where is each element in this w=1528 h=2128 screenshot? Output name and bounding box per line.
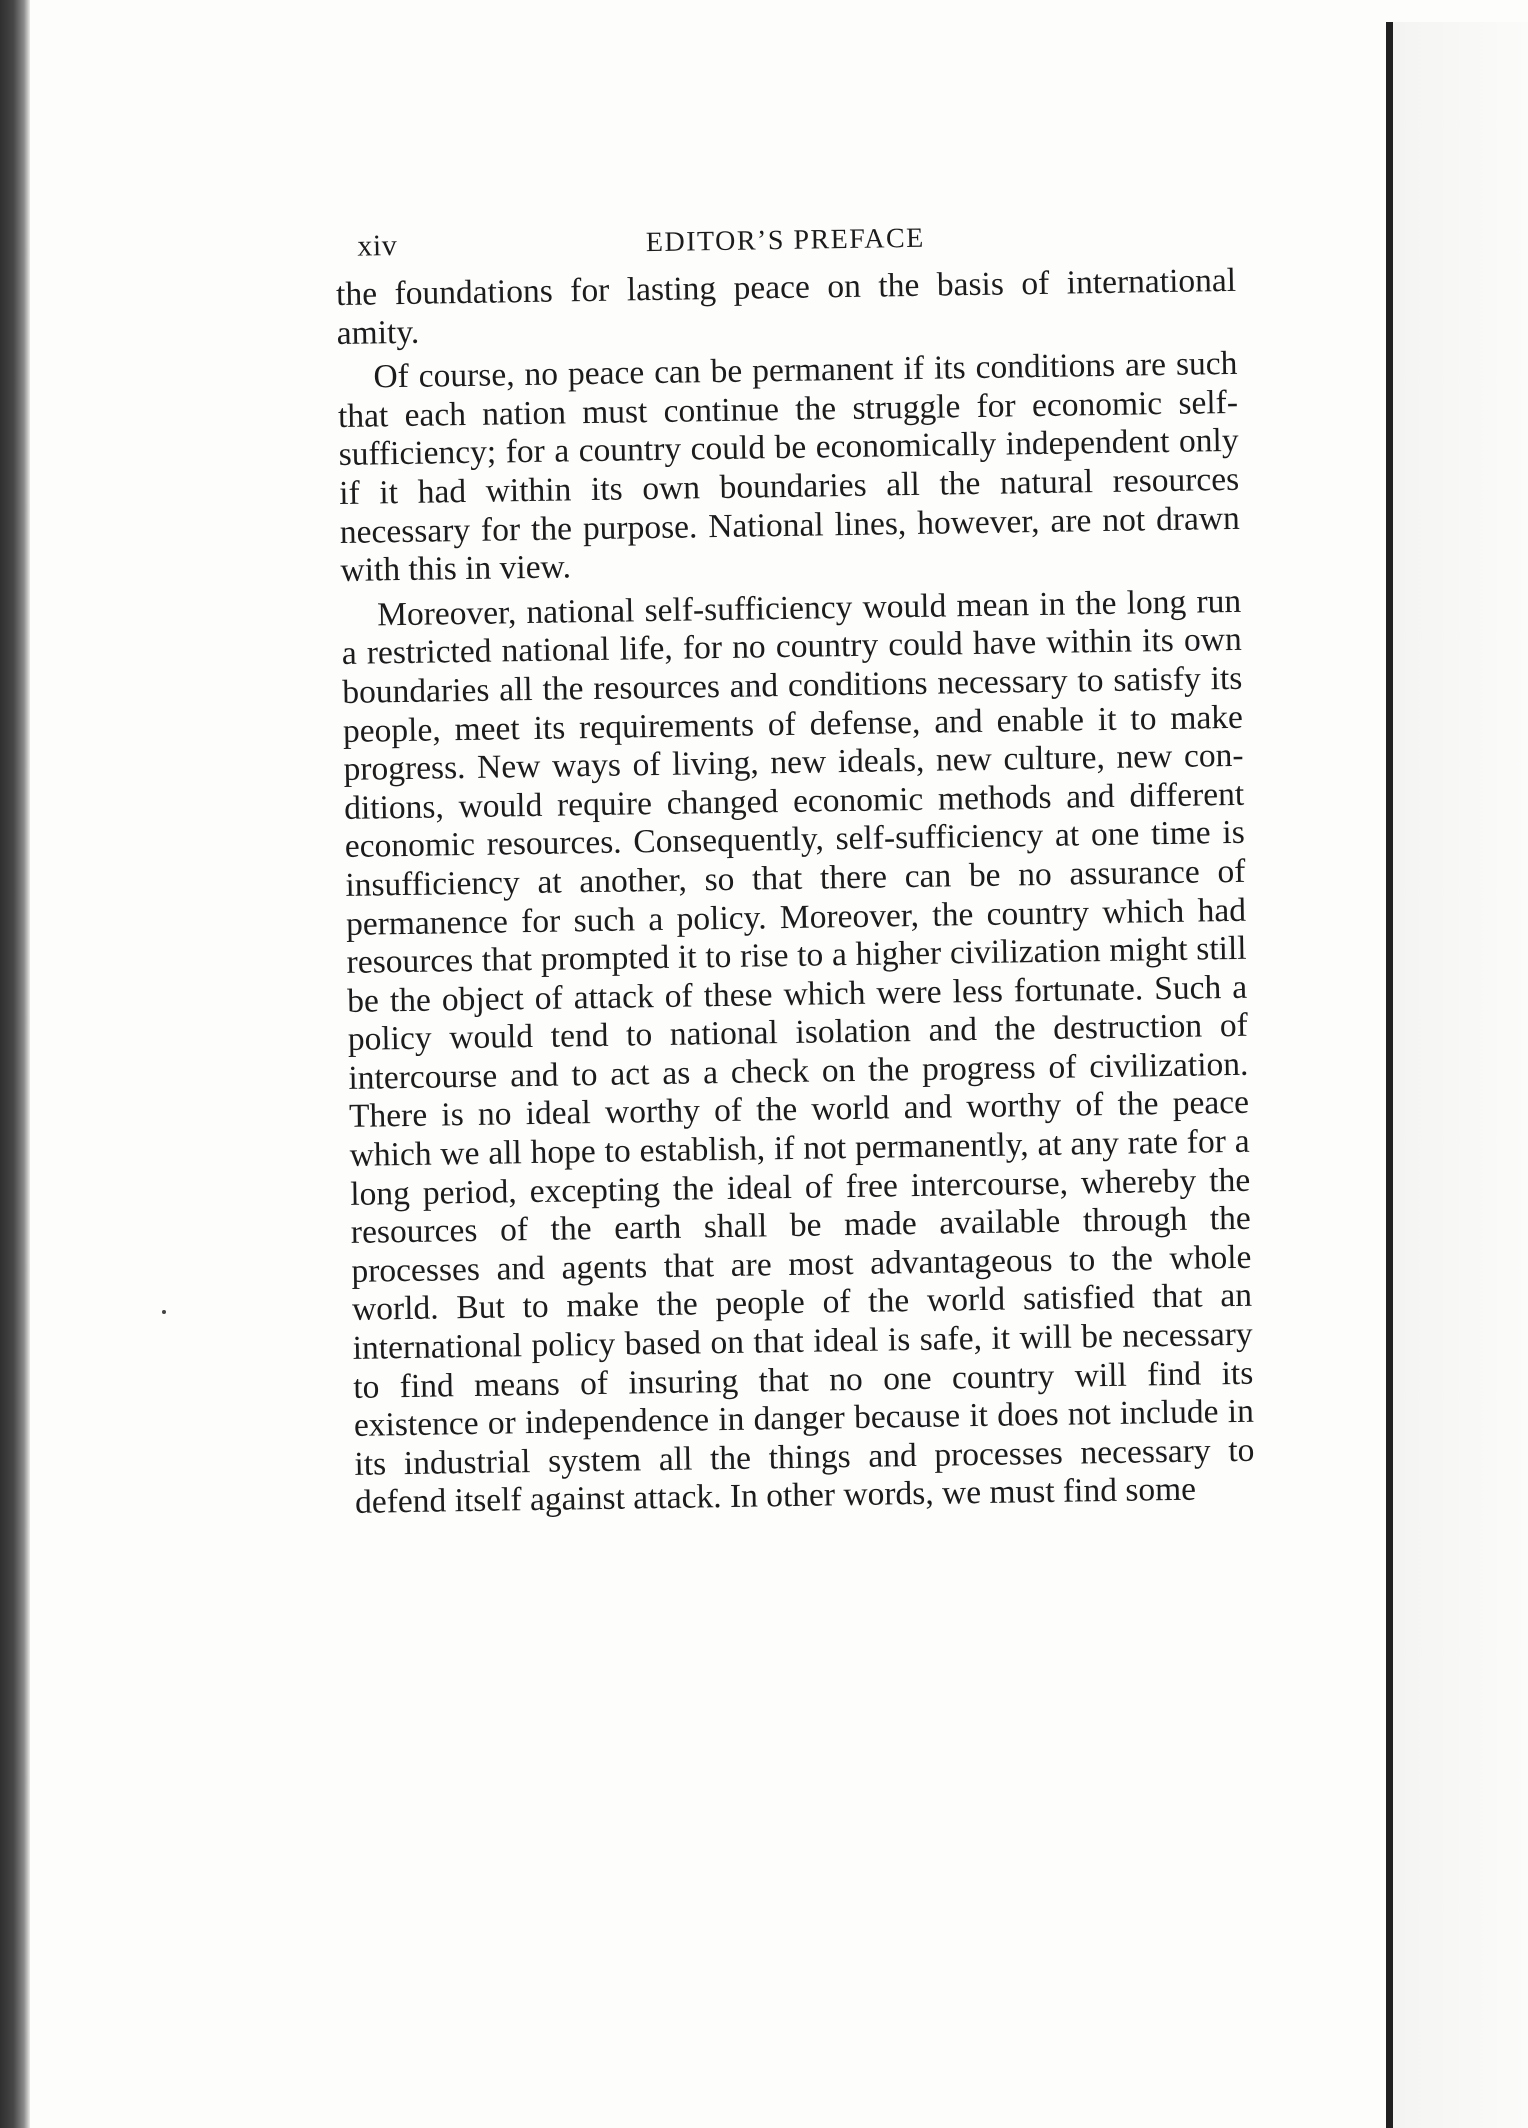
body-text bbox=[336, 262, 1255, 1523]
scan-fold-line bbox=[1386, 22, 1393, 2128]
running-title: EDITOR’S PREFACE bbox=[645, 222, 926, 259]
book-page bbox=[335, 208, 1255, 1529]
scan-margin-right bbox=[1393, 22, 1528, 2128]
paragraph-self-sufficiency: Of course, no peace can be permanent if its conditions are such that each nation must continue the struggle for economic self-sufficiency; for a country could be economically independent only if it had within its own boundaries all the natural resources necessary for the purpose. National lines, however, are not drawn with this in view. bbox=[337, 345, 1241, 590]
page-number: xiv bbox=[357, 229, 398, 263]
paragraph-moreover: Moreover, national self-sufficiency would mean in the long run a restricted national life, for no country could have within its own boundaries all the resources and conditions necessary to satisfy its people, meet its requirements of defense, and enable it to make progress. New ways of living, new ideals, new culture, new conditions, would require changed economic methods and different economic resources. Consequently, self-sufficiency at one time is insufficiency at another, so that there can be no assurance of permanence for such a policy. Moreover, the country which had resources that prompted it to rise to a higher civilization might still be the object of attack of these which were less fortunate. Such a policy would tend to national isolation and the destruction of intercourse and to act as a check on the progress of civilization. There is no ideal worthy of the world and worthy of the peace which we all hope to establish, if not permanently, at any rate for a long period, excepting the ideal of free intercourse, whereby the resources of the earth shall be made available through the processes and agents that are most advantageous to the whole world. But to make the people of the world satisfied that an international policy based on that ideal is safe, it will be necessary to find means of insuring that no one country will find its existence or independence in danger because it does not include in its industrial system all the things and processes necessary to defend itself against attack. In other words, we must find some bbox=[341, 582, 1255, 1522]
scan-gutter-left bbox=[0, 0, 30, 2128]
scan-speck bbox=[162, 1310, 166, 1314]
paragraph-continued: the foundations for lasting peace on the basis of international amity. bbox=[335, 261, 1237, 352]
running-head bbox=[335, 208, 1236, 272]
